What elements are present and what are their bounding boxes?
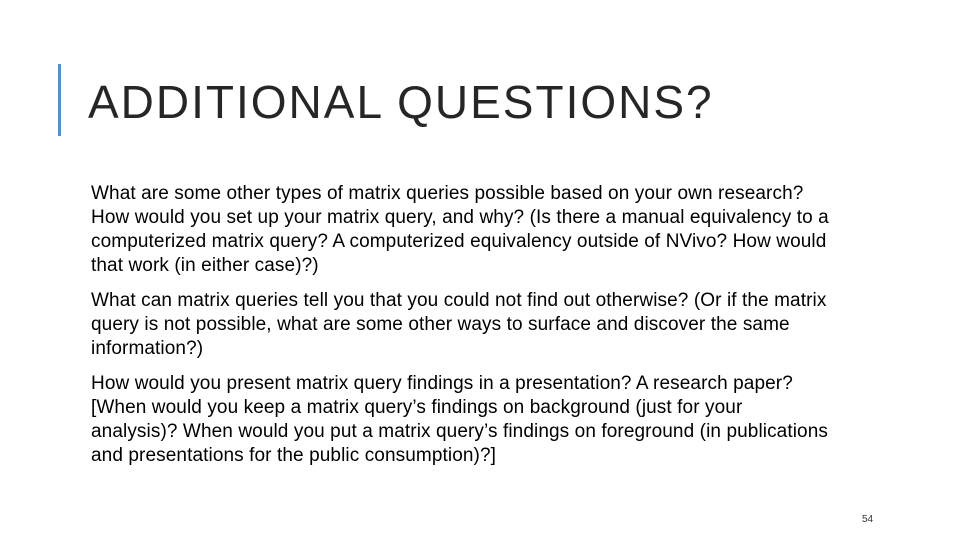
slide-title: ADDITIONAL QUESTIONS? bbox=[88, 76, 714, 128]
page-number: 54 bbox=[862, 514, 874, 525]
paragraph-1: What are some other types of matrix queries possible based on your own research? How would you set up your matrix query, and why? (Is there a manual equivalency to a computerized matrix query? A computerized equivalency outside of NVivo? How would that work (in either case)?) bbox=[91, 183, 829, 276]
title-accent-bar bbox=[58, 64, 61, 136]
paragraph-3: How would you present matrix query findings in a presentation? A research paper? [When would you keep a matrix query’s findings on background (just for your analysis)? When would you put a matrix query’s findings on foreground (in publications and presentations for the public consumption)?] bbox=[91, 373, 828, 466]
paragraph-2: What can matrix queries tell you that you could not find out otherwise? (Or if the matrix query is not possible, what are some other ways to surface and discover the same information?) bbox=[91, 290, 827, 359]
slide-body bbox=[91, 182, 831, 479]
